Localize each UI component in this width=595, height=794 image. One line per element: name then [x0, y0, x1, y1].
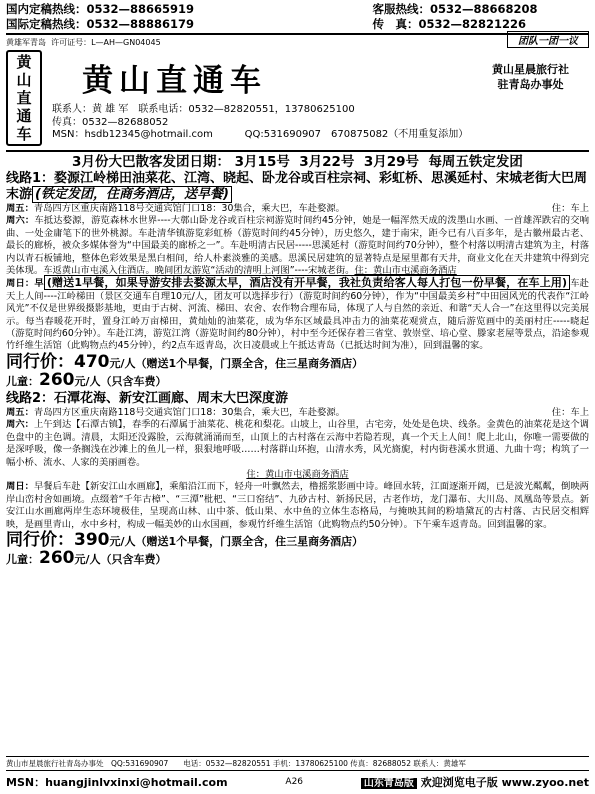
- logo-char: 通: [16, 107, 32, 125]
- sub-bar: [6, 35, 589, 48]
- ad-header: [6, 50, 589, 148]
- route2-title: 线路2：石潭花海、新安江画廊、周末大巴深度游: [6, 390, 289, 406]
- day-label: 周五：: [6, 406, 34, 418]
- route1-friday: [6, 203, 589, 215]
- price-note: （赠送1个早餐，门票全含，住三星商务酒店）: [135, 534, 364, 548]
- footer-msn: MSN：huangjinlvxinxi@hotmail.com: [6, 776, 228, 789]
- hotline-international: 国际定稿热线：0532—88886179: [6, 17, 195, 31]
- day-text: 车赴天上人间----江岭梯田（景区交通车自理10元/人，团友可以选择步行）（游览时间约60分钟），作为“中国最美乡村”中田园风光的代表作“江岭风光”不仅是世界级摄影基地，更由于古树、河流、梯田、农舍、农作物合理布局，体现了人与自然的亲近、和谐“天人合一”在这里得以完美展示。每当春暖花开时，置身江岭万亩梯田，黄灿灿的油菜花，成为华东区域最具冲击力的油菜花观赏点，随后游览画中的美丽村庄-----晓起（游览时间约60分钟）。车赴江湾，游览江湾（游览时间约80分钟），村中至今还保存着三省堂、敦崇堂、培心堂、滕家老屋等景点，沿途参观竹纤维生活馆（此购物点约45分钟），约2点车返青岛，次日凌晨或上午抵达青岛（已抵达时间为准），回到温馨的家。: [6, 278, 589, 352]
- logo-char: 直: [16, 89, 32, 107]
- route2-itinerary: [6, 407, 589, 531]
- child-price: 260: [39, 547, 75, 568]
- vertical-logo: [6, 50, 42, 146]
- footer-website: 欢迎浏览电子版 www.zyoo.net: [420, 776, 589, 789]
- fax-line: 传 真：0532—82821226: [372, 17, 527, 31]
- route1-saturday: [6, 215, 589, 277]
- day-text: 青岛四方区重庆南路118号交通宾馆门口18：30集合，乘大巴，车赴婺源。: [33, 406, 345, 418]
- day-label: 周六：: [6, 419, 34, 431]
- route2-sunday: [6, 481, 589, 531]
- contact-msn: MSN：hsdb12345@hotmail.com: [52, 129, 213, 140]
- section-rule: [6, 150, 589, 152]
- route1-title-text: 线路1：婺源江岭梯田油菜花、江湾、晓起、卧龙谷或百柱宗祠、彩虹桥、思溪延村、宋城老街大巴周末游: [6, 171, 588, 202]
- footer-bar: [6, 774, 589, 790]
- hotline-bar: [6, 2, 589, 32]
- hotline-domestic: 国内定稿热线：0532—88665919: [6, 2, 195, 16]
- dates-prefix: 3月份大巴散客发团日期：: [72, 154, 230, 170]
- route1-price: [6, 351, 589, 390]
- logo-char: 车: [16, 125, 32, 143]
- contact-block: [52, 104, 589, 142]
- day-label: 周六：: [6, 215, 35, 227]
- day-label: 周日：: [6, 481, 34, 493]
- child-label: 儿童：: [6, 552, 39, 566]
- day-text: 青岛四方区重庆南路118号交通宾馆门口18：30集合，乘大巴，车赴婺源。: [33, 203, 345, 214]
- dates-suffix: 每周五铁定发团: [428, 154, 523, 170]
- agency-name: [492, 62, 589, 92]
- child-note: （只含车费）: [100, 552, 167, 566]
- date-2: 3月22号: [299, 154, 355, 170]
- child-note: （只含车费）: [100, 374, 167, 388]
- stay-info: 住：车上: [551, 203, 589, 214]
- child-price: 260: [39, 369, 75, 390]
- contact-person: 联系人：黄 雄 军: [52, 104, 129, 115]
- date-3: 3月29号: [363, 154, 420, 170]
- day-label: 周日：早: [6, 278, 44, 290]
- child-unit: 元/人: [74, 552, 101, 566]
- day-text: 上午到达【石潭古镇】，春季的石潭属于油菜花、桃花和梨花。山坡上，山谷里，古宅旁，处处是色块、线条。金黄色的油菜花是这个调色盘中的主色调。清晨，太阳还没露脸，云海就涌涌而至，山顶上的古村落在云海中若隐若现，真一个天上人间！爬上北山，你唯一需要做的是深呼吸，像一条搁浅在沙滩上的鱼儿一样，狠狠地呼吸……村落群山环抱，山清水秀，风光旖旎，村内街巷溪水贯通、九曲十弯；构筑了一幅小桥、流水、人家的美丽画卷。: [6, 419, 589, 468]
- price-value: 470: [74, 351, 110, 372]
- price-value: 390: [74, 529, 110, 550]
- contact-phone: 联系电话：0532—82820551，13780625100: [138, 104, 355, 115]
- child-label: 儿童：: [6, 374, 39, 388]
- service-hotline: 客服热线：0532—88668208: [372, 2, 538, 16]
- stay-info: 住：黄山市屯溪商务酒店: [246, 468, 349, 480]
- child-unit: 元/人: [74, 374, 101, 388]
- logo-char: 黄: [16, 53, 32, 71]
- contact-fax: 传真：0532—82688052: [52, 116, 169, 128]
- logo-char: 山: [16, 71, 32, 89]
- ad-title: 黄山直通车: [82, 62, 267, 99]
- day-label: 周五：: [6, 203, 34, 214]
- slogan-badge: 团队一团一议: [507, 31, 589, 48]
- route1-itinerary: [6, 203, 589, 353]
- price-unit: 元/人: [109, 356, 136, 370]
- agency-line: 驻青岛办事处: [497, 78, 564, 91]
- brand-name: 黄雄军青岛: [6, 38, 46, 47]
- route2-friday: [6, 407, 589, 419]
- page-number: A26: [285, 777, 304, 787]
- price-label: 同行价：: [6, 529, 74, 550]
- date-1: 3月15号: [234, 154, 290, 170]
- contact-qq: QQ:531690907 670875082（不用重复添加）: [244, 129, 469, 140]
- breakfast-note: (赠送1早餐，如果导游安排去婺源太早，酒店没有开早餐，我社负责给客人每人打包一份早餐，在车上用): [44, 275, 570, 290]
- route1-title: [6, 171, 589, 203]
- departure-dates: [6, 154, 589, 171]
- route1-highlight: (铁定发团，住商务酒店，送早餐): [32, 186, 232, 203]
- price-label: 同行价：: [6, 351, 74, 372]
- stay-info: 住：黄山市屯溪商务酒店: [354, 265, 457, 277]
- stay-info: 住：车上: [551, 406, 589, 418]
- route2-price: [6, 529, 589, 568]
- page-footer: [6, 756, 589, 790]
- license-number: 许可证号：L—AH—GN04045: [51, 38, 161, 47]
- day-text: 车抵达婺源，游览森林水世界----大鄣山卧龙谷或百柱宗祠游览时间约45分钟，她是一幅浑然天成的泼墨山水画、一首雄浑跌宕的交响曲、一处金庸笔下的世外桃源。车赴清华镇游览彩虹桥（游览时间约45分钟），历史悠久，建于南宋，距今已有八百多年，是古徽州最古老、最长的廊桥，被众多媒体誉为“中国最美的廊桥之一”。车赴明清古民居-----思溪延村（游览时间约70分钟），整个村落以明清古建筑为主，村落内以青石板铺地，整体色彩效果是黑白相间，给人朴素淡雅的美感。思溪民居建筑的显著特点是屋里都有天井，商业文化在天井建筑中得到完美体现。车返黄山市屯溪入住酒店。晚间团友游览“活动的清明上河图”----宋城老街。: [6, 215, 589, 277]
- footer-contact-line: 黄山市星晨旅行社青岛办事处 QQ:531690907 电话：0532—82820551 手机：13780625100 传真：82688052 联系人：黄雄军: [6, 756, 589, 771]
- paper-edition: 山东青岛版: [361, 778, 417, 789]
- price-unit: 元/人: [109, 534, 136, 548]
- route2-saturday-stay: [6, 469, 589, 481]
- day-text: 早餐后车赴【新安江山水画廊】，乘船沿江而下，轻舟一叶飘然去，橹摇浆影画中诗。峰回水转，江面逐渐开阔，已是波光粼粼，倒映两岸山峦村舍如画境。点缀着“千年古樟”、“三潭”枇杷、“三口窑结”、九砂古村、新扬民居，古老作坊，龙门瀑布、大川岛、凤凰岛等景点。新安江山水画廊两岸生态环境极佳，呈现高山林、山中茶、低山果、水中鱼的立体生态格局，与掩映其间的粉墙黛瓦的古村落、古民居交相辉映，是画里青山，水中乡村，构成一幅美妙的山水国画，参观竹纤维生活馆（此购物点约50分钟）。下午乘车返青岛。回到温馨的家。: [6, 481, 589, 530]
- route1-sunday: [6, 277, 589, 352]
- agency-line: 黄山星晨旅行社: [492, 63, 569, 76]
- route2-saturday: [6, 419, 589, 469]
- price-note: （赠送1个早餐，门票全含，住三星商务酒店）: [135, 356, 364, 370]
